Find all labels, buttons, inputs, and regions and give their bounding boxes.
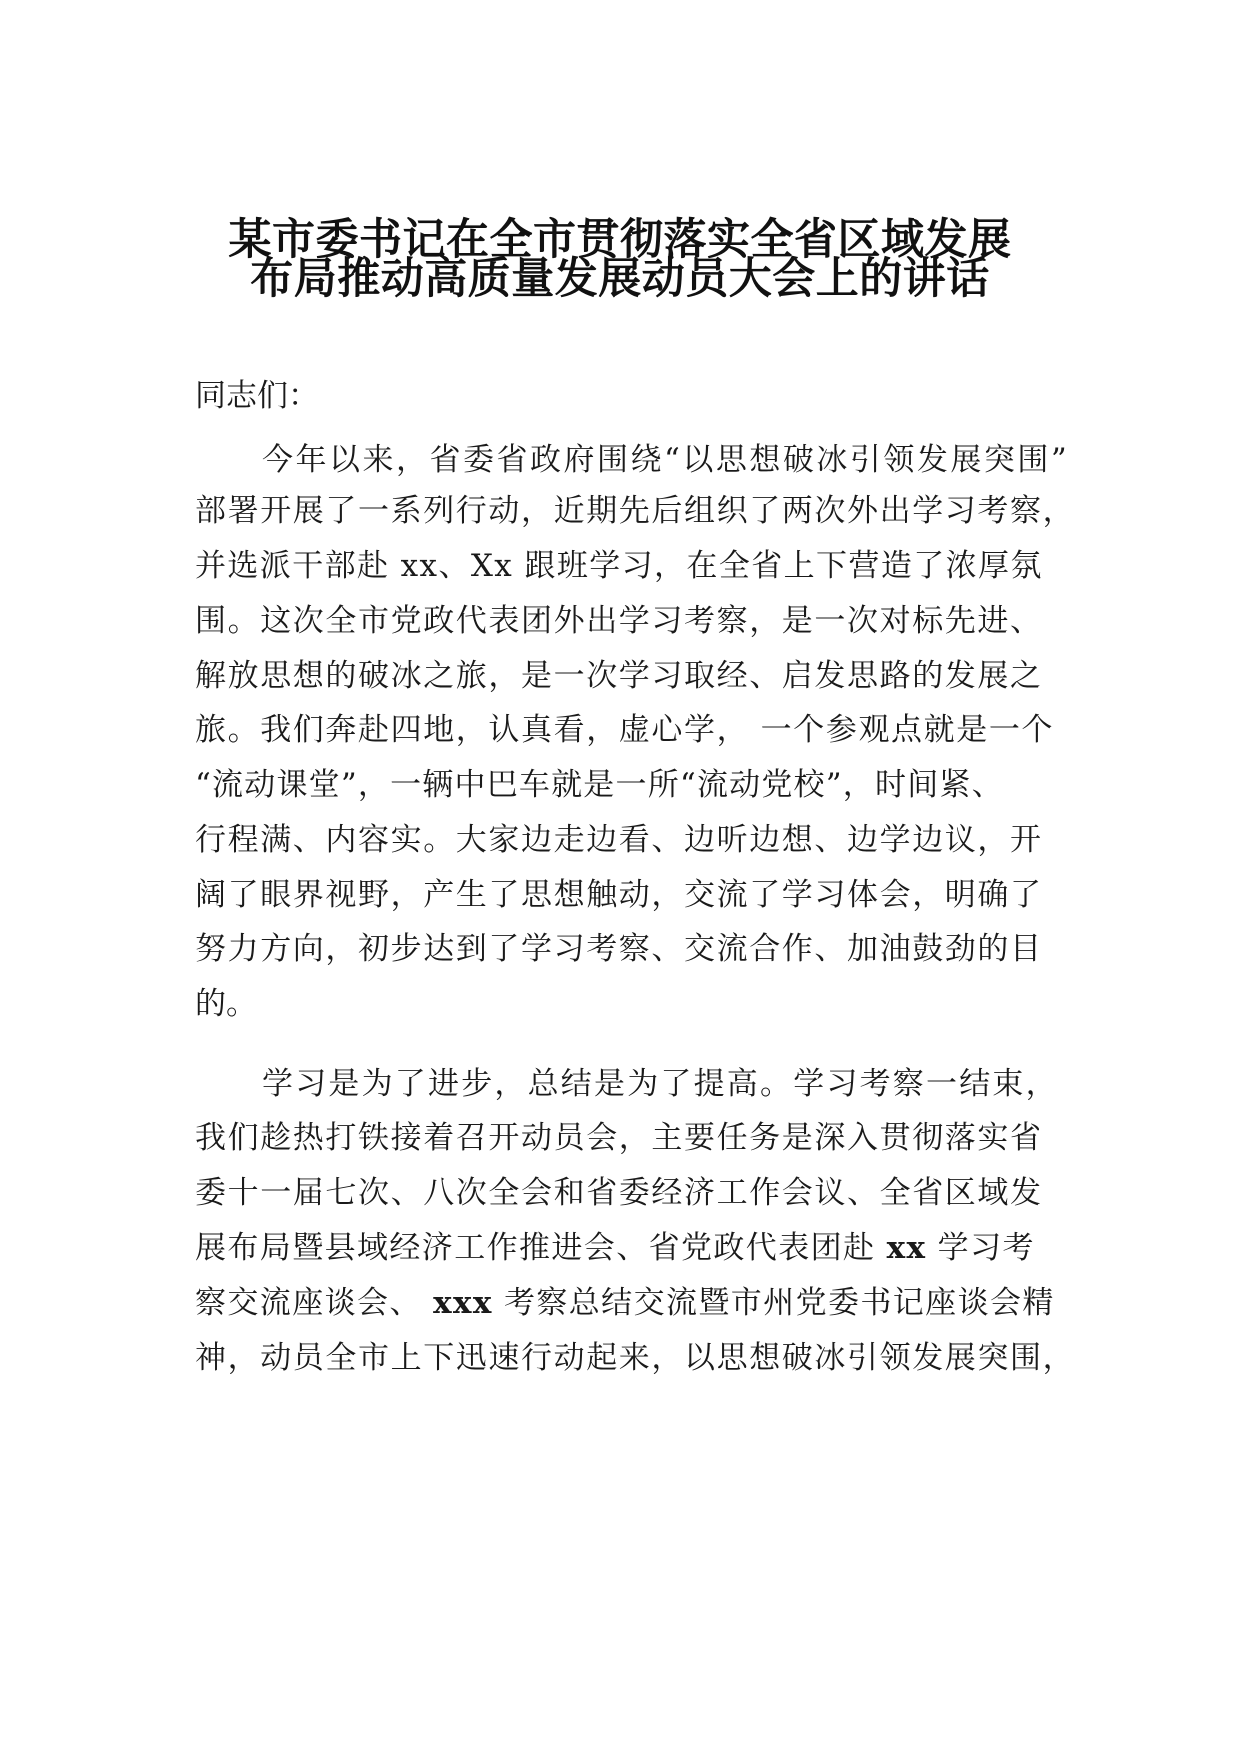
paragraph-1-line: 部署开展了一系列行动，近期先后组织了两次外出学习考察， [195,493,1076,529]
paragraph-1-line: “流动课堂”，一辆中巴车就是一所“流动党校”，时间紧、 [195,767,1004,803]
paragraph-2-line: 我们趁热打铁接着召开动员会，主要任务是深入贯彻落实省 [195,1120,1043,1156]
paragraph-2-line: 神，动员全市上下迅速行动起来，以思想破冰引领发展突围， [195,1340,1076,1376]
paragraph-1-line: 行程满、内容实。大家边走边看、边听边想、边学边议，开 [195,822,1043,858]
paragraph-2-text: 学习考 [926,1230,1035,1266]
paragraph-2-line: 委十一届七次、八次全会和省委经济工作会议、全省区域发 [195,1175,1043,1211]
paragraph-2-text: 考察总结交流暨市州党委书记座谈会精 [492,1285,1055,1321]
paragraph-1-line: 并选派干部赴 xx、Xx 跟班学习，在全省上下营造了浓厚氛 [195,548,1043,584]
paragraph-1-line: 努力方向，初步达到了学习考察、交流合作、加油鼓劲的目 [195,931,1043,967]
paragraph-1-line: 围。这次全市党政代表团外出学习考察，是一次对标先进、 [195,603,1043,639]
paragraph-1-line: 旅。我们奔赴四地，认真看，虚心学， 一个参观点就是一个 [195,712,1055,748]
document-title-line-2: 布局推动高质量发展动员大会上的讲话 [250,254,990,304]
document-title-line-1: 某市委书记在全市贯彻落实全省区域发展 [228,215,1012,265]
paragraph-1-line: 今年以来，省委省政府围绕“以思想破冰引领发展突围” [262,442,1070,478]
paragraph-1-line: 的。 [195,986,257,1022]
placeholder-bold-text: xx [886,1230,927,1266]
paragraph-2-text: 察交流座谈会、 [195,1285,434,1321]
paragraph-1-line: 阔了眼界视野，产生了思想触动，交流了学习体会，明确了 [195,877,1043,913]
paragraph-2-line: 学习是为了进步，总结是为了提高。学习考察一结束， [262,1066,1059,1102]
paragraph-2-line [195,1283,1055,1323]
paragraph-2-line [195,1228,1035,1268]
salutation: 同志们： [195,378,319,414]
paragraph-1-line: 解放思想的破冰之旅，是一次学习取经、启发思路的发展之 [195,658,1043,694]
paragraph-2-text: 展布局暨县域经济工作推进会、省党政代表团赴 [195,1230,887,1266]
placeholder-bold-text: xxx [433,1285,493,1321]
